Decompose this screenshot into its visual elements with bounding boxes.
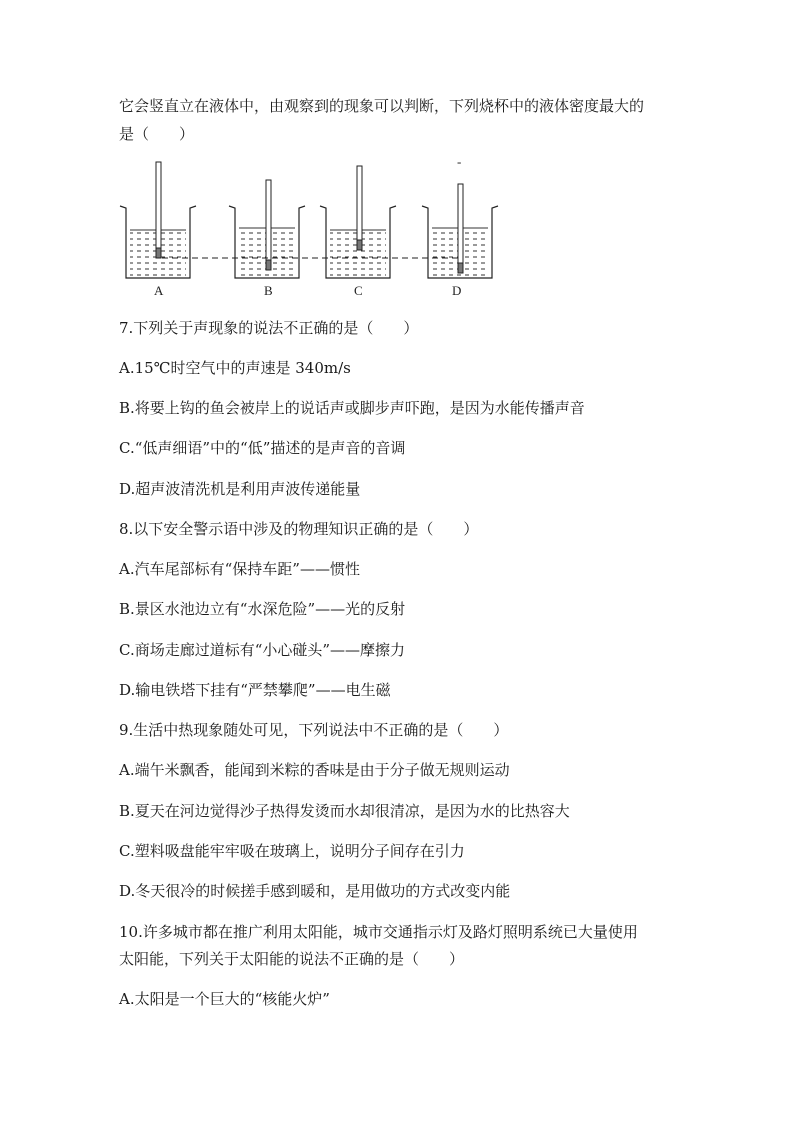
beaker-c [320,166,396,278]
question-8-stem: 8.以下安全警示语中涉及的物理知识正确的是（ ） [119,520,479,538]
label-b: B [264,283,273,298]
question-6-text-line-1: 它会竖直立在液体中，由观察到的现象可以判断，下列烧杯中的液体密度最大的 [119,97,645,115]
question-8-option-a: A.汽车尾部标有“保持车距”——惯性 [119,560,360,578]
question-7-option-c: C.“低声细语”中的“低”描述的是声音的音调 [119,439,406,457]
question-7-stem: 7.下列关于声现象的说法不正确的是（ ） [119,319,419,337]
question-7-option-d: D.超声波清洗机是利用声波传递能量 [119,480,361,498]
question-9-option-b: B.夏天在河边觉得沙子热得发烫而水却很清凉，是因为水的比热容大 [119,802,570,820]
question-10-stem-line-2: 太阳能，下列关于太阳能的说法不正确的是（ ） [119,950,465,968]
beaker-figure [112,158,512,300]
question-7-option-a: A.15℃时空气中的声速是 340m/s [119,359,351,377]
question-8-option-d: D.输电铁塔下挂有“严禁攀爬”——电生磁 [119,681,391,699]
question-10-option-a: A.太阳是一个巨大的“核能火炉” [119,990,330,1008]
beaker-b [229,180,305,278]
label-c: C [354,283,363,298]
question-8-option-c: C.商场走廊过道标有“小心碰头”——摩擦力 [119,641,406,659]
beaker-d [422,184,498,278]
beaker-a [120,162,196,278]
question-9-option-d: D.冬天很冷的时候搓手感到暖和，是用做功的方式改变内能 [119,882,511,900]
question-7-option-b: B.将要上钩的鱼会被岸上的说话声或脚步声吓跑，是因为水能传播声音 [119,399,585,417]
label-a: A [154,283,164,298]
question-6-text-line-2: 是（ ） [119,125,195,143]
label-d: D [452,283,462,298]
stray-mark: - [457,158,462,169]
question-10-stem-line-1: 10.许多城市都在推广利用太阳能，城市交通指示灯及路灯照明系统已大量使用 [119,923,638,941]
question-9-stem: 9.生活中热现象随处可见，下列说法中不正确的是（ ） [119,721,509,739]
question-9-option-a: A.端午米飘香，能闻到米粽的香味是由于分子做无规则运动 [119,761,510,779]
question-9-option-c: C.塑料吸盘能牢牢吸在玻璃上，说明分子间存在引力 [119,842,465,860]
question-8-option-b: B.景区水池边立有“水深危险”——光的反射 [119,600,406,618]
